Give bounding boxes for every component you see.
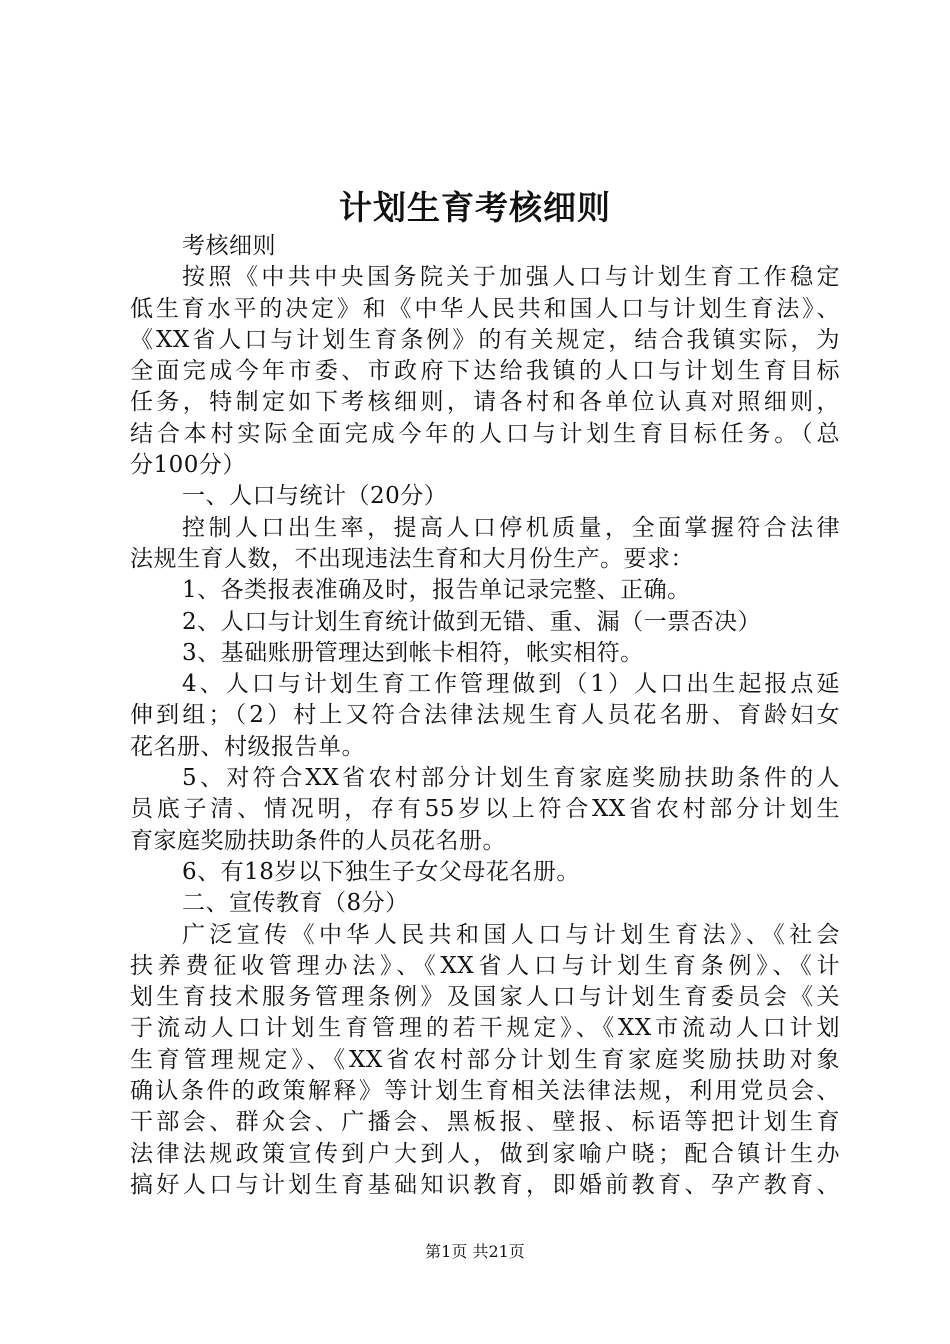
paragraph-line: 干部会、群众会、广播会、黑板报、壁报、标语等把计划生育 [130,1109,840,1136]
list-item: 5、对符合XX省农村部分计划生育家庭奖励扶助条件的人 [182,765,840,792]
list-item: 1、各类报表准确及时，报告单记录完整、正确。 [182,577,691,604]
section-heading: 一、人口与统计（20分） [182,483,448,510]
paragraph-line: 育家庭奖励扶助条件的人员花名册。 [130,827,506,854]
document-title: 计划生育考核细则 [339,188,611,227]
paragraph-line: 生育管理规定》、《XX省农村部分计划生育家庭奖励扶助对象 [130,1046,840,1073]
list-item: 6、有18岁以下独生子女父母花名册。 [182,858,580,885]
paragraph-line: 于流动人口计划生育管理的若干规定》、《XX市流动人口计划 [130,1015,840,1042]
paragraph-line: 任务，特制定如下考核细则，请各村和各单位认真对照细则， [130,389,840,416]
paragraph-line: 确认条件的政策解释》等计划生育相关法律法规，利用党员会、 [130,1078,840,1105]
paragraph-line: 结合本村实际全面完成今年的人口与计划生育目标任务。（总 [130,420,840,447]
paragraph-line: 分100分） [130,452,246,479]
paragraph-line: 按照《中共中央国务院关于加强人口与计划生育工作稳定 [182,264,840,291]
section-heading: 二、宣传教育（8分） [182,890,409,917]
paragraph-line: 扶养费征收管理办法》、《XX省人口与计划生育条例》、《计 [130,952,840,979]
paragraph-line: 控制人口出生率，提高人口停机质量，全面掌握符合法律 [182,514,840,541]
list-item: 2、人口与计划生育统计做到无错、重、漏（一票否决） [182,608,762,635]
paragraph-line: 法律法规政策宣传到户大到人，做到家喻户晓；配合镇计生办 [130,1140,840,1167]
document-body [130,231,840,1201]
list-item: 4、人口与计划生育工作管理做到（1）人口出生起报点延 [182,671,840,698]
paragraph-line: 考核细则 [182,233,276,259]
paragraph-line: 低生育水平的决定》和《中华人民共和国人口与计划生育法》、 [130,295,840,322]
paragraph-line: 员底子清、情况明，存有55岁以上符合XX省农村部分计划生 [130,796,840,823]
paragraph-line: 伸到组；（2）村上又符合法律法规生育人员花名册、育龄妇女 [130,702,840,729]
paragraph-line: 法规生育人数，不出现违法生育和大月份生产。要求： [130,545,694,572]
list-item: 3、基础账册管理达到帐卡相符，帐实相符。 [182,639,644,666]
paragraph-line: 花名册、村级报告单。 [130,733,365,760]
paragraph-line: 《XX省人口与计划生育条例》的有关规定，结合我镇实际，为 [130,326,840,353]
paragraph-line: 搞好人口与计划生育基础知识教育，即婚前教育、孕产教育、 [130,1171,840,1198]
paragraph-line: 广泛宣传《中华人民共和国人口与计划生育法》、《社会 [182,921,840,948]
paragraph-line: 划生育技术服务管理条例》及国家人口与计划生育委员会《关 [130,984,840,1011]
page-number-footer: 第1页 共21页 [425,1242,525,1261]
paragraph-line: 全面完成今年市委、市政府下达给我镇的人口与计划生育目标 [130,358,840,385]
